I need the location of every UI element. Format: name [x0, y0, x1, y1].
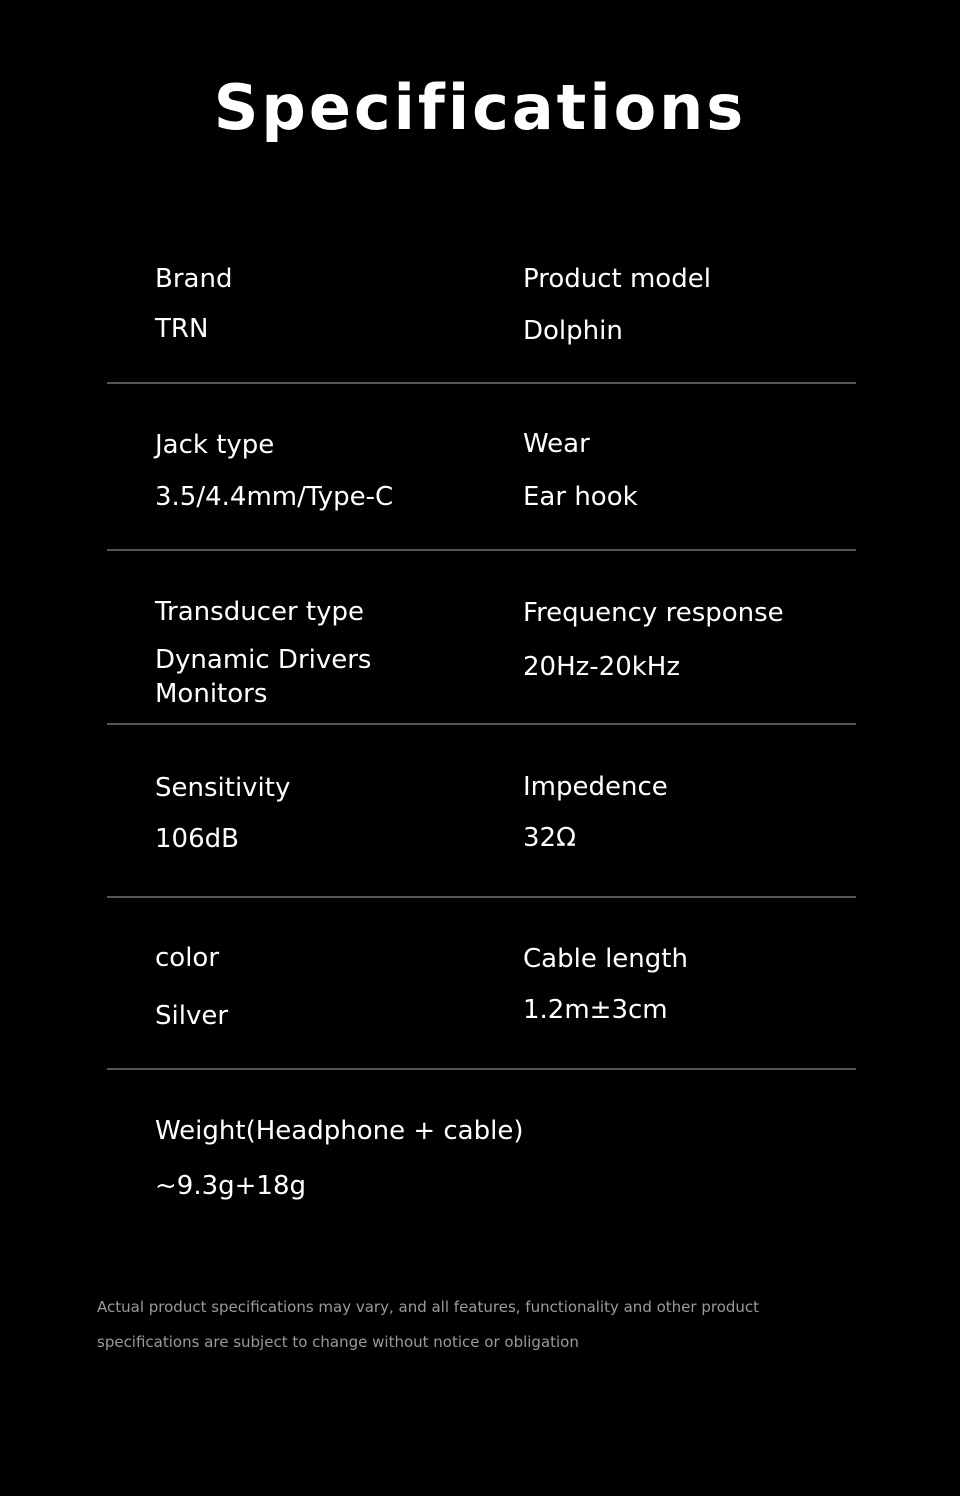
spec-value: Dolphin: [523, 316, 623, 346]
spec-weight: [155, 1114, 523, 1203]
spec-label: Frequency response: [523, 598, 784, 628]
spec-frequency-response: [523, 596, 784, 684]
disclaimer-footnote: [97, 1290, 877, 1360]
spec-impedence: [523, 770, 668, 855]
row-divider: [107, 896, 856, 898]
spec-value: Silver: [155, 1001, 229, 1031]
spec-value: 3.5/4.4mm/Type-C: [155, 482, 394, 512]
spec-value: Ear hook: [523, 482, 638, 512]
page-title: Specifications: [213, 71, 747, 144]
spec-label: Cable length: [523, 944, 688, 974]
spec-value: ~9.3g+18g: [155, 1171, 307, 1201]
row-divider: [107, 382, 856, 384]
spec-value: 20Hz-20kHz: [523, 652, 681, 682]
spec-label: Impedence: [523, 772, 668, 802]
spec-product-model: [523, 262, 711, 348]
row-divider: [107, 549, 856, 551]
row-divider: [107, 723, 856, 725]
disclaimer-line-1: Actual product specifications may vary, and all features, functionality and other product: [97, 1298, 760, 1316]
spec-color: [155, 941, 228, 1033]
spec-wear: [523, 427, 638, 514]
spec-label: Wear: [523, 429, 590, 459]
spec-value-line2: Monitors: [155, 679, 268, 709]
spec-sensitivity: [155, 771, 290, 856]
disclaimer-line-2: specifications are subject to change without notice or obligation: [97, 1333, 579, 1351]
spec-value: Dynamic Drivers: [155, 645, 372, 675]
spec-label: Brand: [155, 264, 233, 294]
spec-cable-length: [523, 942, 688, 1027]
spec-value: TRN: [155, 314, 209, 344]
spec-transducer-type: [155, 595, 371, 711]
spec-label: Transducer type: [155, 597, 365, 627]
spec-value: 106dB: [155, 824, 239, 854]
row-divider: [107, 1068, 856, 1070]
spec-label: Weight(Headphone + cable): [155, 1116, 524, 1146]
spec-label: Sensitivity: [155, 773, 291, 803]
spec-label: Product model: [523, 264, 711, 294]
spec-jack-type: [155, 428, 393, 514]
spec-label: Jack type: [155, 430, 275, 460]
spec-label: color: [155, 943, 220, 973]
spec-brand: [155, 262, 232, 346]
spec-value: 1.2m±3cm: [523, 995, 668, 1025]
spec-value: 32Ω: [523, 823, 576, 853]
